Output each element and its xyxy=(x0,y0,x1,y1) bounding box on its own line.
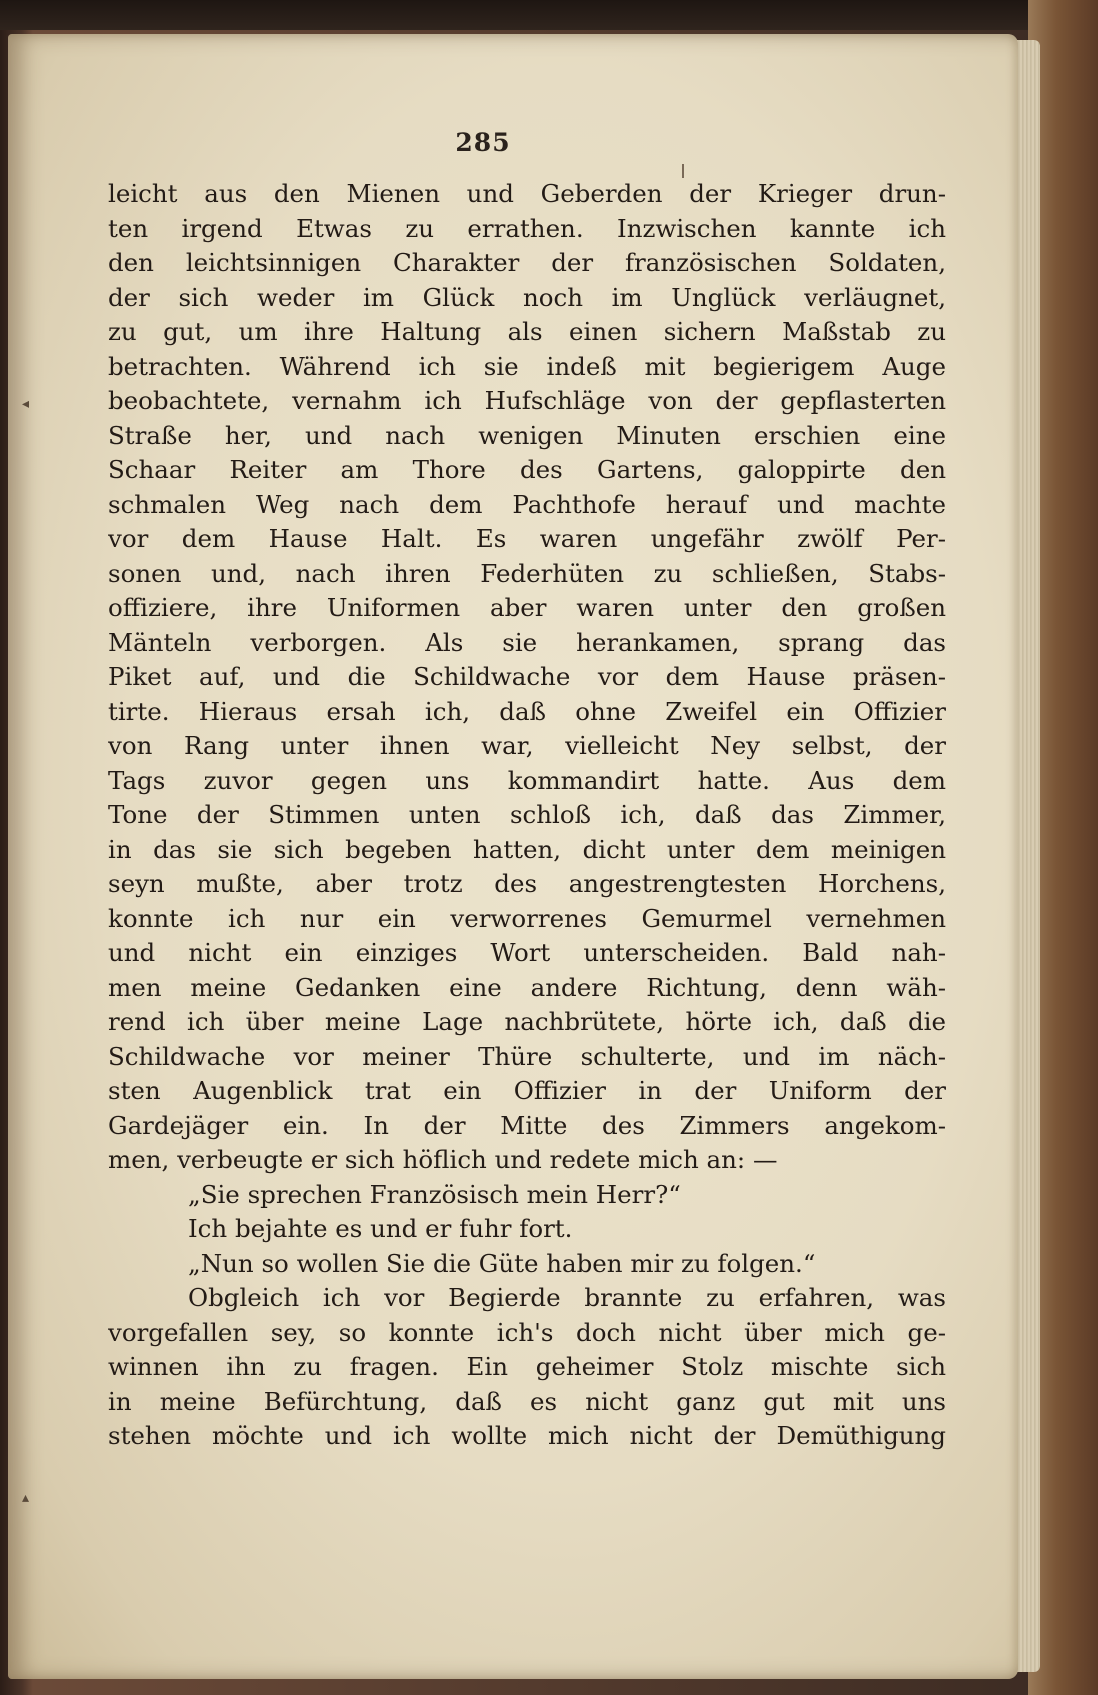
text-line: zu gut, um ihre Haltung als einen sichern Maßstab zu xyxy=(108,317,946,346)
text-line: winnen ihn zu fragen. Ein geheimer Stolz mischte sich xyxy=(108,1352,946,1381)
text-line: und nicht ein einziges Wort unterscheiden. Bald nah- xyxy=(108,938,946,967)
text-line: ten irgend Etwas zu errathen. Inzwischen kannte ich xyxy=(108,213,946,243)
text-line: der sich weder im Glück noch im Unglück verläugnet, xyxy=(108,282,946,312)
text-line: Schaar Reiter am Thore des Gartens, galoppirte den xyxy=(108,455,946,484)
text-line: Tone der Stimmen unten schloß ich, daß das Zimmer, xyxy=(108,800,946,829)
text-line: den leichtsinnigen Charakter der französischen Soldaten, xyxy=(108,248,946,277)
text-line: Obgleich ich vor Begierde brannte zu erfahren, was xyxy=(188,1283,946,1312)
text-line: von Rang unter ihnen war, vielleicht Ney selbst, der xyxy=(108,731,946,760)
text-line: sten Augenblick trat ein Offizier in der Uniform der xyxy=(108,1076,946,1105)
page-number: 285 xyxy=(455,128,511,157)
book-page xyxy=(8,34,1018,1679)
text-line: Straße her, und nach wenigen Minuten erschien eine xyxy=(108,420,946,450)
text-line: Schildwache vor meiner Thüre schulterte, und im näch- xyxy=(108,1041,946,1071)
text-line: schmalen Weg nach dem Pachthofe herauf und machte xyxy=(108,489,946,519)
text-line: tirte. Hieraus ersah ich, daß ohne Zweifel ein Offizier xyxy=(108,696,946,726)
text-line: Piket auf, und die Schildwache vor dem Hause präsen- xyxy=(108,662,946,691)
printer-mark xyxy=(682,164,684,178)
text-line: vor dem Hause Halt. Es waren ungefähr zwölf Per- xyxy=(108,524,946,553)
body-text xyxy=(108,177,946,1557)
text-line: in meine Befürchtung, daß es nicht ganz gut mit uns xyxy=(108,1386,946,1416)
text-line: men, verbeugte er sich höflich und redete mich an: — xyxy=(108,1145,778,1174)
text-line: seyn mußte, aber trotz des angestrengtesten Horchens, xyxy=(108,869,946,898)
text-line: stehen möchte und ich wollte mich nicht der Demüthigung xyxy=(108,1421,946,1450)
text-line: „Sie sprechen Französisch mein Herr?“ xyxy=(188,1179,681,1209)
text-line: leicht aus den Mienen und Geberden der Krieger drun- xyxy=(108,179,946,208)
text-line: konnte ich nur ein verworrenes Gemurmel vernehmen xyxy=(108,903,946,933)
book-cover-top xyxy=(0,0,1098,30)
text-line: Gardejäger ein. In der Mitte des Zimmers angekom- xyxy=(108,1110,946,1140)
text-line: „Nun so wollen Sie die Güte haben mir zu folgen.“ xyxy=(188,1248,816,1278)
margin-notch-icon: ◂ xyxy=(22,396,30,412)
text-line: Ich bejahte es und er fuhr fort. xyxy=(188,1214,573,1243)
text-line: men meine Gedanken eine andere Richtung, denn wäh- xyxy=(108,972,946,1002)
text-line: Mänteln verborgen. Als sie herankamen, sprang das xyxy=(108,627,946,657)
text-line: rend ich über meine Lage nachbrütete, hörte ich, daß die xyxy=(108,1007,946,1036)
text-line: sonen und, nach ihren Federhüten zu schließen, Stabs- xyxy=(108,558,946,588)
text-line: Tags zuvor gegen uns kommandirt hatte. Aus dem xyxy=(108,765,946,795)
margin-notch-icon: ▴ xyxy=(22,1490,30,1506)
text-line: in das sie sich begeben hatten, dicht unter dem meinigen xyxy=(108,834,946,864)
text-line: beobachtete, vernahm ich Hufschläge von der gepflasterten xyxy=(108,386,946,415)
text-line: vorgefallen sey, so konnte ich's doch nicht über mich ge- xyxy=(108,1317,946,1347)
text-line: betrachten. Während ich sie indeß mit begierigem Auge xyxy=(108,351,946,381)
text-line: offiziere, ihre Uniformen aber waren unter den großen xyxy=(108,593,946,622)
